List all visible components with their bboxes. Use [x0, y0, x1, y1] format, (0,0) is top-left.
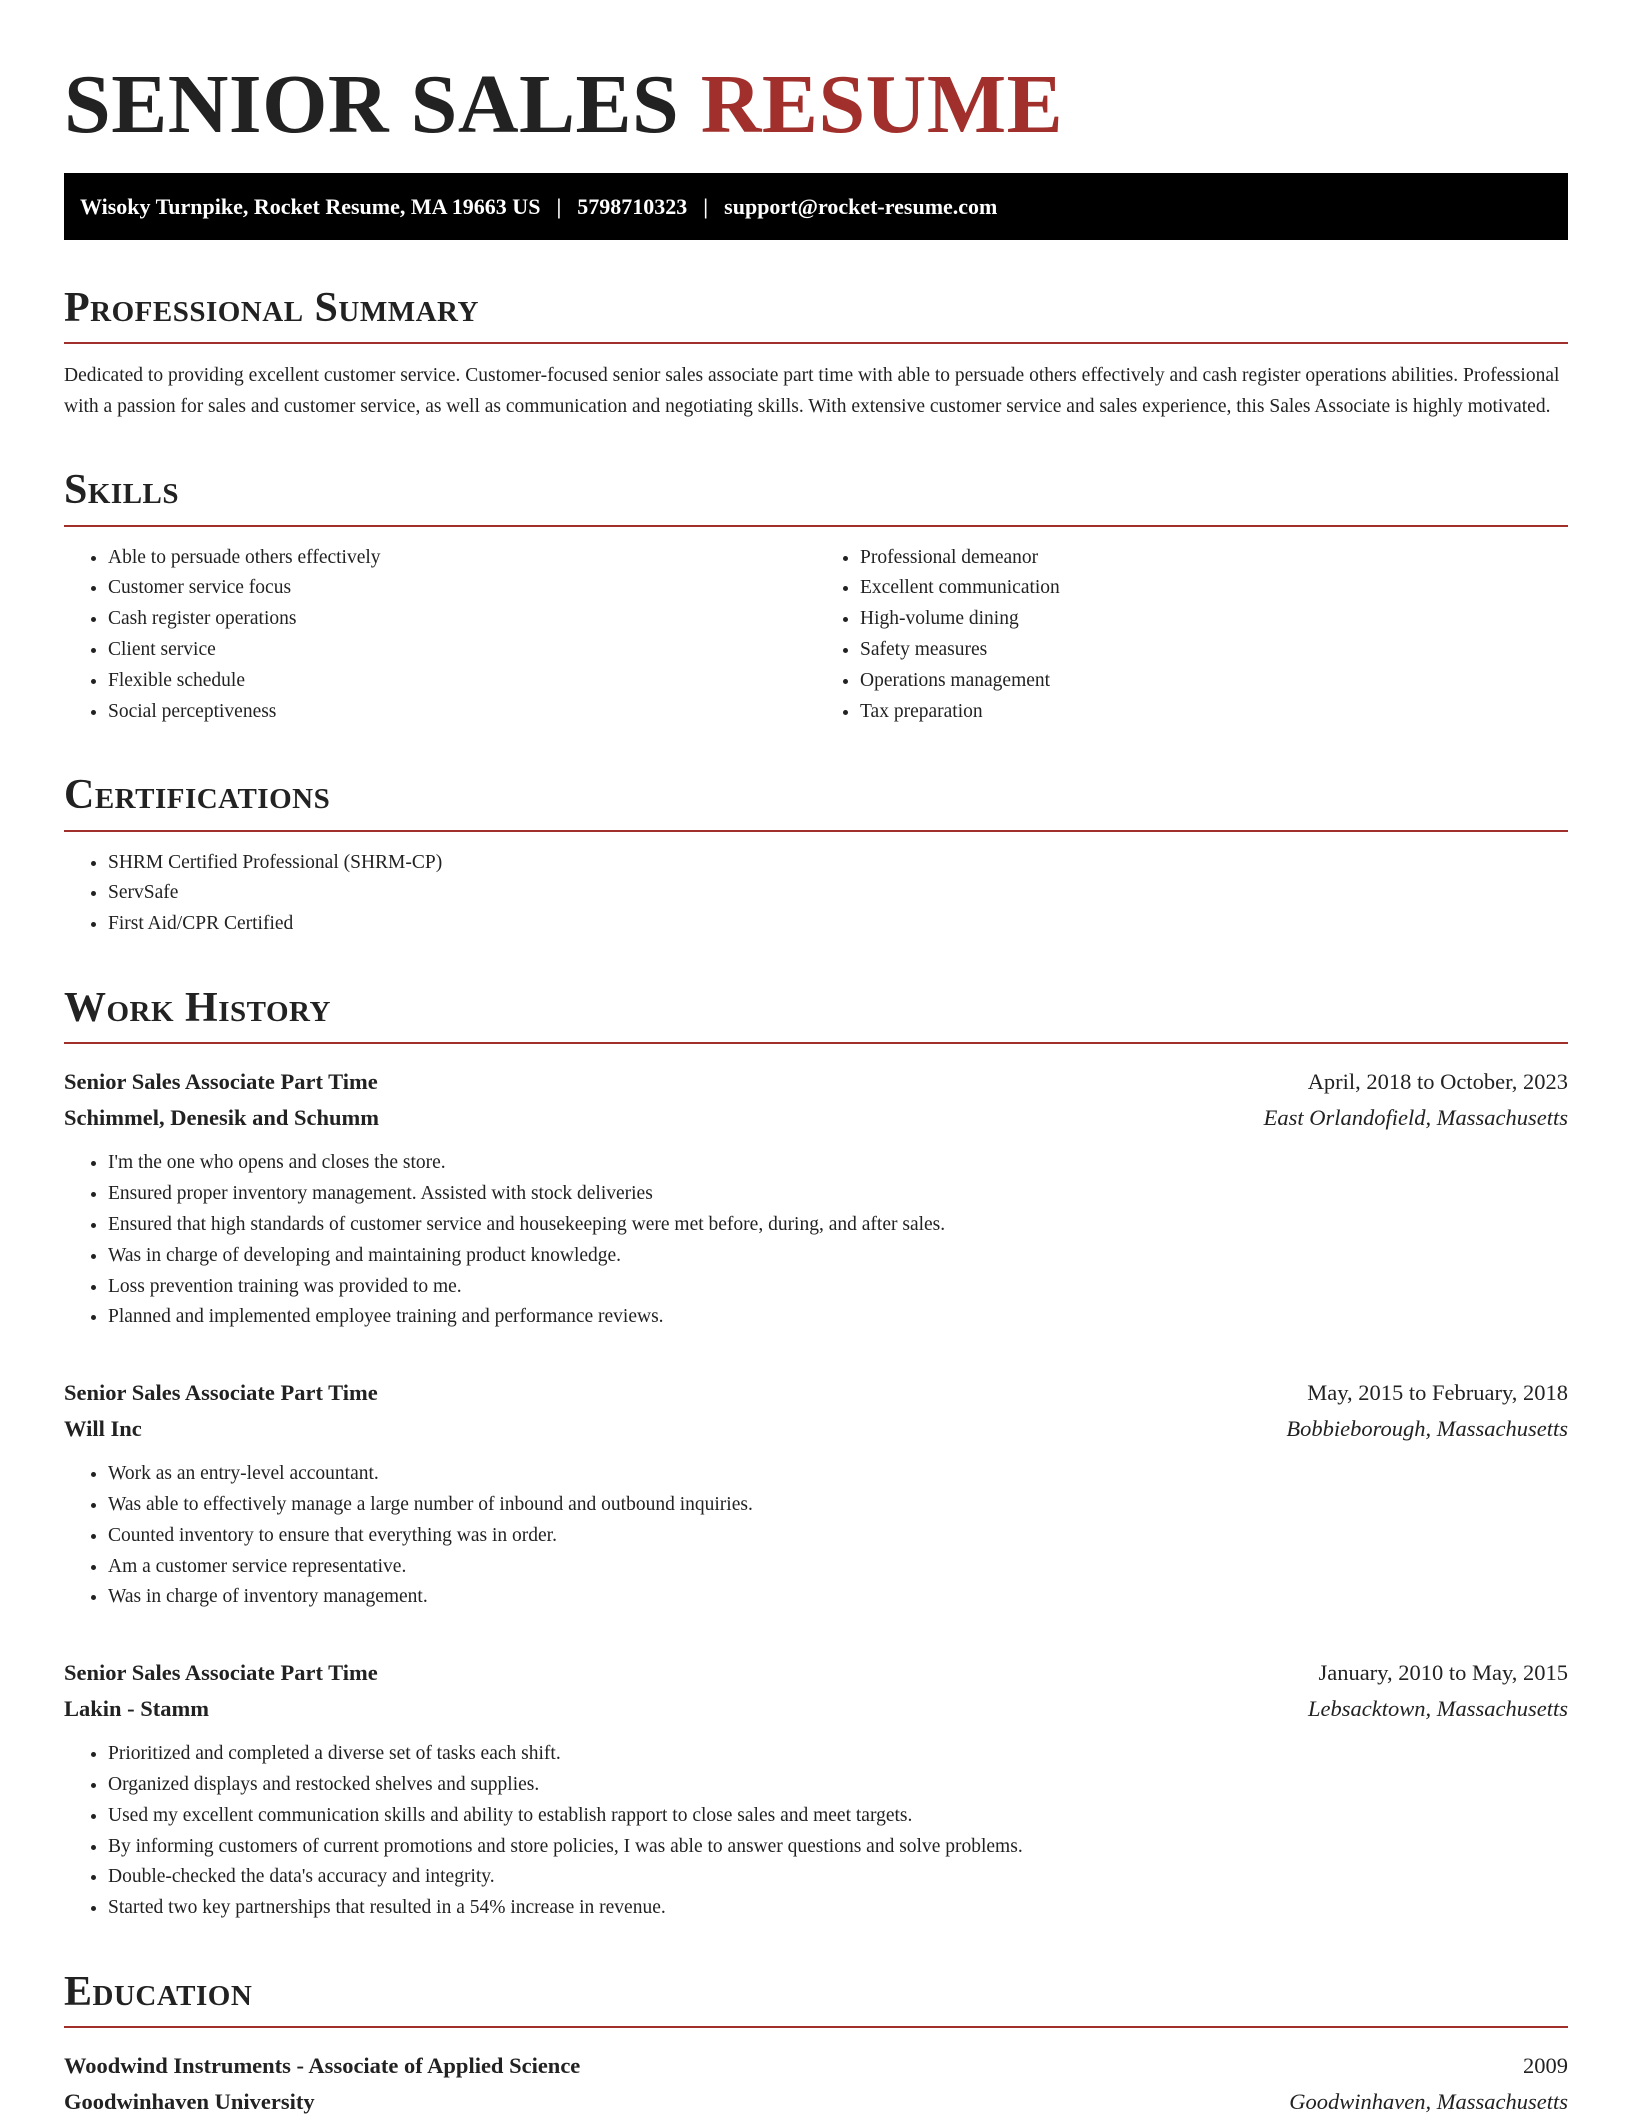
work-history-heading: Work History [64, 984, 1568, 1044]
contact-separator: | [703, 193, 709, 219]
skills-columns [64, 543, 1568, 728]
job-dates: April, 2018 to October, 2023 [1307, 1069, 1568, 1095]
education-section [64, 1968, 1568, 2120]
job-entry [64, 1375, 1568, 1613]
education-degree-row [64, 2048, 1568, 2084]
job-title: Senior Sales Associate Part Time [64, 1380, 378, 1406]
job-duty: • Started two key partnerships that resulted in a 54% increase in revenue. [108, 1893, 1568, 1924]
job-duties-list [64, 1739, 1568, 1924]
job-company: Schimmel, Denesik and Schumm [64, 1105, 380, 1131]
skill-item: • Cash register operations [108, 604, 816, 635]
education-school-row [64, 2084, 1568, 2120]
job-duty: • Am a customer service representative. [108, 1552, 1568, 1583]
work-history-section [64, 984, 1568, 1924]
job-dates: January, 2010 to May, 2015 [1318, 1660, 1568, 1686]
job-header-row [64, 1655, 1568, 1691]
job-duty: • Ensured that high standards of customer service and housekeeping were met before, during, and after sales. [108, 1210, 1568, 1241]
education-school: Goodwinhaven University [64, 2089, 315, 2115]
job-duty: • Was in charge of developing and maintaining product knowledge. [108, 1241, 1568, 1272]
skills-section [64, 466, 1568, 727]
job-title: Senior Sales Associate Part Time [64, 1660, 378, 1686]
job-header-row [64, 1064, 1568, 1100]
summary-heading: Professional Summary [64, 284, 1568, 344]
certification-item: • First Aid/CPR Certified [108, 909, 1568, 940]
job-location: Lebsacktown, Massachusetts [1308, 1696, 1568, 1722]
job-company-row [64, 1691, 1568, 1727]
certification-item: • SHRM Certified Professional (SHRM-CP) [108, 848, 1568, 879]
skill-item: • Professional demeanor [860, 543, 1568, 574]
skill-item: • Safety measures [860, 635, 1568, 666]
skill-item: • Flexible schedule [108, 666, 816, 697]
summary-text: Dedicated to providing excellent customer service. Customer-focused senior sales associate part time with able to persuade others effectively and cash register operations abilities. Professional with a passion for sales and customer service, as well as communication and negotiating skills. With extensive customer service and sales experience, this Sales Associate is highly motivated. [64, 365, 1560, 418]
resume-title [64, 52, 1568, 157]
contact-bar [64, 173, 1568, 240]
job-duty: • By informing customers of current promotions and store policies, I was able to answer questions and solve problems. [108, 1832, 1568, 1863]
job-duty: • Counted inventory to ensure that everything was in order. [108, 1521, 1568, 1552]
skill-item: • High-volume dining [860, 604, 1568, 635]
job-duty: • Planned and implemented employee training and performance reviews. [108, 1302, 1568, 1333]
job-duty: • Ensured proper inventory management. Assisted with stock deliveries [108, 1179, 1568, 1210]
title-main: SENIOR SALES [64, 58, 680, 151]
education-year: 2009 [1523, 2053, 1568, 2079]
certification-item: • ServSafe [108, 878, 1568, 909]
job-duty: • Organized displays and restocked shelves and supplies. [108, 1770, 1568, 1801]
job-company-row [64, 1411, 1568, 1447]
skill-item: • Excellent communication [860, 573, 1568, 604]
job-company: Lakin - Stamm [64, 1696, 210, 1722]
skills-heading: Skills [64, 466, 1568, 526]
skill-item: • Client service [108, 635, 816, 666]
skill-item: • Customer service focus [108, 573, 816, 604]
certifications-section [64, 771, 1568, 940]
education-entry [64, 2048, 1568, 2120]
education-location: Goodwinhaven, Massachusetts [1289, 2089, 1568, 2115]
job-duty: • Prioritized and completed a diverse set of tasks each shift. [108, 1739, 1568, 1770]
job-duty: • Loss prevention training was provided to me. [108, 1272, 1568, 1303]
job-duty: • Double-checked the data's accuracy and integrity. [108, 1862, 1568, 1893]
certifications-list [64, 848, 1568, 940]
contact-phone: 5798710323 [577, 193, 688, 219]
education-degree: Woodwind Instruments - Associate of Applied Science [64, 2053, 581, 2079]
job-entry [64, 1064, 1568, 1333]
skill-item: • Operations management [860, 666, 1568, 697]
job-company-row [64, 1100, 1568, 1136]
job-company: Will Inc [64, 1416, 142, 1442]
job-duties-list [64, 1148, 1568, 1333]
education-heading: Education [64, 1968, 1568, 2028]
skills-list-left [64, 543, 816, 728]
job-header-row [64, 1375, 1568, 1411]
job-duty: • Work as an entry-level accountant. [108, 1459, 1568, 1490]
skill-item: • Able to persuade others effectively [108, 543, 816, 574]
job-title: Senior Sales Associate Part Time [64, 1069, 378, 1095]
skills-list-right [816, 543, 1568, 728]
job-duty: • Used my excellent communication skills and ability to establish rapport to close sales and meet targets. [108, 1801, 1568, 1832]
summary-section [64, 284, 1568, 422]
job-duty: • Was able to effectively manage a large number of inbound and outbound inquiries. [108, 1490, 1568, 1521]
contact-email: support@rocket-resume.com [724, 193, 998, 219]
job-entry [64, 1655, 1568, 1924]
contact-separator: | [556, 193, 562, 219]
certifications-heading: Certifications [64, 771, 1568, 831]
skill-item: • Tax preparation [860, 697, 1568, 728]
job-location: East Orlandofield, Massachusetts [1263, 1105, 1568, 1131]
job-duties-list [64, 1459, 1568, 1613]
job-location: Bobbieborough, Massachusetts [1286, 1416, 1568, 1442]
job-duty: • Was in charge of inventory management. [108, 1582, 1568, 1613]
title-accent: RESUME [700, 58, 1064, 151]
skill-item: • Social perceptiveness [108, 697, 816, 728]
contact-address: Wisoky Turnpike, Rocket Resume, MA 19663 US [80, 193, 541, 219]
job-duty: • I'm the one who opens and closes the store. [108, 1148, 1568, 1179]
job-dates: May, 2015 to February, 2018 [1307, 1380, 1568, 1406]
